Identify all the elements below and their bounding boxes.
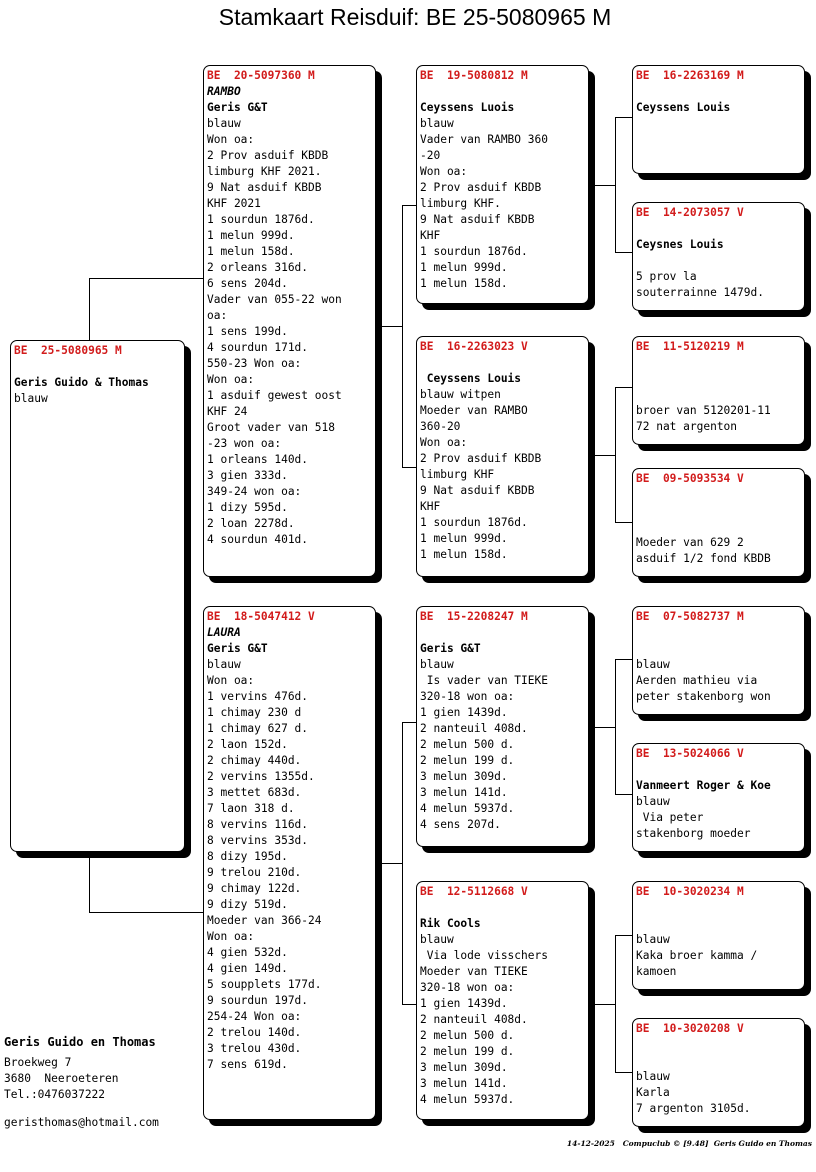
card-line: blauw xyxy=(420,933,454,946)
card-line: 9 Nat asduif KBDB xyxy=(207,181,322,194)
card-line: Vader van 055-22 won xyxy=(207,293,342,306)
card-line xyxy=(636,503,801,519)
card-line: KHF 24 xyxy=(207,405,248,418)
card-line: 1 melun 999d. xyxy=(420,261,508,274)
card-line: limburg KHF xyxy=(420,468,495,481)
card-line: LAURA xyxy=(207,626,241,639)
card-line: 2 trelou 140d. xyxy=(207,1026,302,1039)
connector-line xyxy=(615,659,616,795)
card-line: broer van 5120201-11 xyxy=(636,404,771,417)
card-line: oa: xyxy=(207,309,228,322)
card-line: 9 sourdun 197d. xyxy=(207,994,309,1007)
card-line: 4 sens 207d. xyxy=(420,818,501,831)
card-line: -20 xyxy=(420,149,441,162)
connector-line xyxy=(615,794,633,795)
card-line xyxy=(636,487,801,503)
connector-line xyxy=(615,387,633,388)
card-line: Via lode visschers xyxy=(420,949,548,962)
card-line: souterrainne 1479d. xyxy=(636,286,764,299)
card-line: Geris G&T xyxy=(207,642,268,655)
card-line: 1 melun 999d. xyxy=(420,532,508,545)
card-line: KHF xyxy=(420,500,441,513)
card-line: Vader van RAMBO 360 xyxy=(420,133,548,146)
card-line: 3 melun 141d. xyxy=(420,786,508,799)
card-line: 1 gien 1439d. xyxy=(420,706,508,719)
card-line: blauw xyxy=(207,117,241,130)
card-line xyxy=(636,371,801,387)
card-line: 4 sourdun 401d. xyxy=(207,533,309,546)
card-line: 2 vervins 1355d. xyxy=(207,770,315,783)
card-dam[interactable] xyxy=(203,606,376,1120)
card-line: 4 gien 149d. xyxy=(207,962,288,975)
card-line: blauw xyxy=(207,658,241,671)
connector-line xyxy=(615,935,633,936)
card-line: KHF 2021 xyxy=(207,197,261,210)
card-line: limburg KHF 2021. xyxy=(207,165,322,178)
card-line: 2 loan 2278d. xyxy=(207,517,295,530)
card-line: 1 sens 199d. xyxy=(207,325,288,338)
card-line: asduif 1/2 fond KBDB xyxy=(636,552,771,565)
card-line: blauw witpen xyxy=(420,388,501,401)
card-line: Moeder van 629 2 xyxy=(636,536,744,549)
card-line: 7 sens 619d. xyxy=(207,1058,288,1071)
card-line: 2 Prov asduif KBDB xyxy=(420,181,542,194)
connector-line xyxy=(615,117,616,253)
card-line: 4 gien 532d. xyxy=(207,946,288,959)
card-line: Ceyssens Luois xyxy=(420,101,515,114)
card-line: 320-18 won oa: xyxy=(420,981,515,994)
card-line: 1 orleans 140d. xyxy=(207,453,309,466)
connector-line xyxy=(615,252,633,253)
card-line xyxy=(420,84,585,100)
card-line xyxy=(636,762,801,778)
card-line: blauw xyxy=(636,658,670,671)
card-line: 3 melun 141d. xyxy=(420,1077,508,1090)
owner-city: 3680 Neeroeteren xyxy=(4,1072,119,1085)
card-line: 1 sourdun 1876d. xyxy=(207,213,315,226)
card-sire-dam-dam[interactable] xyxy=(632,468,805,577)
card-line: Moeder van TIEKE xyxy=(420,965,528,978)
footer: 14-12-2025 Compuclub © [9.48] Geris Guido en Thomas xyxy=(566,1139,812,1148)
card-sire-sire-sire[interactable] xyxy=(632,65,805,174)
connector-line xyxy=(595,1004,616,1005)
connector-line xyxy=(615,117,633,118)
card-line xyxy=(636,641,801,657)
card-line: Rik Cools xyxy=(420,917,481,930)
card-line: 3 trelou 430d. xyxy=(207,1042,302,1055)
card-line: 9 trelou 210d. xyxy=(207,866,302,879)
card-line: 9 dizy 519d. xyxy=(207,898,288,911)
card-sire-sire-dam[interactable] xyxy=(632,202,805,311)
connector-line xyxy=(615,1072,633,1073)
card-line: Geris Guido & Thomas xyxy=(14,376,149,389)
card-line: 1 melun 158d. xyxy=(420,548,508,561)
card-sire-sire[interactable] xyxy=(416,65,589,304)
connector-line xyxy=(402,722,417,723)
card-line: 2 laon 152d. xyxy=(207,738,288,751)
owner-street: Broekweg 7 xyxy=(4,1056,72,1069)
card-line: Moeder van 366-24 xyxy=(207,914,322,927)
card-line: 2 melun 500 d. xyxy=(420,738,515,751)
card-line: Geris G&T xyxy=(207,101,268,114)
card-line xyxy=(636,625,801,641)
card-line: 2 orleans 316d. xyxy=(207,261,309,274)
card-line: KHF xyxy=(420,229,441,242)
card-line: 2 nanteuil 408d. xyxy=(420,722,528,735)
card-line: 1 melun 999d. xyxy=(207,229,295,242)
card-line: Won oa: xyxy=(420,436,468,449)
card-line: blauw xyxy=(636,1070,670,1083)
card-dam-sire-sire[interactable] xyxy=(632,606,805,715)
card-line: 2 melun 199 d. xyxy=(420,754,515,767)
card-line: Kaka broer kamma / xyxy=(636,949,758,962)
ring-number: BE 16-2263169 M xyxy=(636,69,744,82)
ring-number: BE 10-3020234 M xyxy=(636,885,744,898)
card-dam-dam-sire[interactable] xyxy=(632,881,805,990)
card-line: Geris G&T xyxy=(420,642,481,655)
card-line xyxy=(420,900,585,916)
owner-name: Geris Guido en Thomas xyxy=(4,1035,156,1049)
card-line: 5 prov la xyxy=(636,270,697,283)
page-title: Stamkaart Reisduif: BE 25-5080965 M xyxy=(218,4,612,30)
card-line: 8 vervins 353d. xyxy=(207,834,309,847)
card-line: stakenborg moeder xyxy=(636,827,751,840)
card-line: 254-24 Won oa: xyxy=(207,1010,302,1023)
card-line: 72 nat argenton xyxy=(636,420,738,433)
card-line: blauw xyxy=(14,392,48,405)
card-line: 1 vervins 476d. xyxy=(207,690,309,703)
card-sire-dam-sire[interactable] xyxy=(632,336,805,445)
ring-number: BE 07-5082737 M xyxy=(636,610,744,623)
card-line: Aerden mathieu via xyxy=(636,674,758,687)
ring-number: BE 09-5093534 V xyxy=(636,472,744,485)
card-line: 4 sourdun 171d. xyxy=(207,341,309,354)
card-line: peter stakenborg won xyxy=(636,690,771,703)
card-line: 1 chimay 627 d. xyxy=(207,722,309,735)
card-line: 1 gien 1439d. xyxy=(420,997,508,1010)
card-line: 550-23 Won oa: xyxy=(207,357,302,370)
ring-number: BE 13-5024066 V xyxy=(636,747,744,760)
connector-line xyxy=(615,387,616,523)
ring-number: BE 12-5112668 V xyxy=(420,885,528,898)
card-line: 8 vervins 116d. xyxy=(207,818,309,831)
card-line: Is vader van TIEKE xyxy=(420,674,548,687)
connector-line xyxy=(89,278,204,279)
connector-line xyxy=(595,185,616,186)
connector-line xyxy=(595,455,616,456)
card-line: Karla xyxy=(636,1086,670,1099)
connector-line xyxy=(615,522,633,523)
card-dam-dam-dam[interactable] xyxy=(632,1018,805,1127)
card-line: 1 sourdun 1876d. xyxy=(420,516,528,529)
card-line xyxy=(636,253,801,269)
card-subject[interactable] xyxy=(10,340,185,852)
card-dam-sire-dam[interactable] xyxy=(632,743,805,852)
card-line: -23 won oa: xyxy=(207,437,282,450)
card-line: limburg KHF. xyxy=(420,197,501,210)
card-line xyxy=(420,355,585,371)
connector-line xyxy=(382,326,403,327)
card-line: 1 chimay 230 d xyxy=(207,706,302,719)
card-line: RAMBO xyxy=(207,85,241,98)
card-line: 3 melun 309d. xyxy=(420,770,508,783)
card-line: blauw xyxy=(420,658,454,671)
card-line xyxy=(420,625,585,641)
ring-number: BE 10-3020208 V xyxy=(636,1022,744,1035)
connector-line xyxy=(402,722,403,1005)
card-sire[interactable] xyxy=(203,65,376,577)
card-line xyxy=(636,1053,801,1069)
card-line: Groot vader van 518 xyxy=(207,421,335,434)
card-line: 2 chimay 440d. xyxy=(207,754,302,767)
ring-number: BE 14-2073057 V xyxy=(636,206,744,219)
card-line: Via peter xyxy=(636,811,704,824)
owner-email: geristhomas@hotmail.com xyxy=(4,1116,159,1129)
card-dam-sire[interactable] xyxy=(416,606,589,847)
card-line: Ceysnes Louis xyxy=(636,238,724,251)
connector-line xyxy=(595,727,616,728)
connector-line xyxy=(89,278,90,340)
card-line: 3 melun 309d. xyxy=(420,1061,508,1074)
card-line: 349-24 won oa: xyxy=(207,485,302,498)
card-line: blauw xyxy=(636,795,670,808)
card-line: 8 dizy 195d. xyxy=(207,850,288,863)
card-line xyxy=(636,387,801,403)
connector-line xyxy=(89,912,204,913)
card-line: 320-18 won oa: xyxy=(420,690,515,703)
card-line: 1 melun 158d. xyxy=(420,277,508,290)
card-line xyxy=(636,355,801,371)
card-line: kamoen xyxy=(636,965,677,978)
card-line: Vanmeert Roger & Koe xyxy=(636,779,771,792)
card-line: 2 melun 500 d. xyxy=(420,1029,515,1042)
card-line: 4 melun 5937d. xyxy=(420,802,515,815)
card-line: 7 laon 318 d. xyxy=(207,802,295,815)
ring-number: BE 25-5080965 M xyxy=(14,344,122,357)
card-line: Won oa: xyxy=(207,373,255,386)
connector-line xyxy=(402,467,417,468)
card-line: 1 dizy 595d. xyxy=(207,501,288,514)
card-line: 2 Prov asduif KBDB xyxy=(420,452,542,465)
card-line: 3 gien 333d. xyxy=(207,469,288,482)
connector-line xyxy=(382,863,403,864)
card-line xyxy=(636,1037,801,1053)
card-line: 2 nanteuil 408d. xyxy=(420,1013,528,1026)
card-line xyxy=(636,84,801,100)
connector-line xyxy=(402,1004,417,1005)
card-line: 6 sens 204d. xyxy=(207,277,288,290)
ring-number: BE 18-5047412 V xyxy=(207,610,315,623)
card-line: Ceyssens Louis xyxy=(420,372,522,385)
ring-number: BE 16-2263023 V xyxy=(420,340,528,353)
card-line xyxy=(636,519,801,535)
card-line: Moeder van RAMBO xyxy=(420,404,528,417)
card-line xyxy=(636,900,801,916)
owner-phone: Tel.:0476037222 xyxy=(4,1088,106,1101)
card-line: blauw xyxy=(636,933,670,946)
card-line xyxy=(636,916,801,932)
card-line: 360-20 xyxy=(420,420,461,433)
card-line: 1 melun 158d. xyxy=(207,245,295,258)
card-dam-dam[interactable] xyxy=(416,881,589,1120)
ring-number: BE 19-5080812 M xyxy=(420,69,528,82)
card-line xyxy=(14,359,181,375)
card-line: Won oa: xyxy=(207,674,255,687)
card-line: 1 asduif gewest oost xyxy=(207,389,342,402)
connector-line xyxy=(615,935,616,1073)
card-line: 2 melun 199 d. xyxy=(420,1045,515,1058)
card-line: 7 argenton 3105d. xyxy=(636,1102,751,1115)
ring-number: BE 20-5097360 M xyxy=(207,69,315,82)
card-line: 3 mettet 683d. xyxy=(207,786,302,799)
card-line: 9 Nat asduif KBDB xyxy=(420,484,535,497)
connector-line xyxy=(89,852,90,913)
card-line: Won oa: xyxy=(420,165,468,178)
card-line: blauw xyxy=(420,117,454,130)
card-line xyxy=(636,221,801,237)
card-line: Ceyssens Louis xyxy=(636,101,731,114)
card-line: 9 Nat asduif KBDB xyxy=(420,213,535,226)
connector-line xyxy=(402,205,417,206)
ring-number: BE 11-5120219 M xyxy=(636,340,744,353)
card-line: 1 sourdun 1876d. xyxy=(420,245,528,258)
card-line: 5 soupplets 177d. xyxy=(207,978,322,991)
card-line: 2 Prov asduif KBDB xyxy=(207,149,329,162)
card-sire-dam[interactable] xyxy=(416,336,589,577)
owner-info xyxy=(4,1034,159,1131)
card-line: Won oa: xyxy=(207,133,255,146)
card-line: 4 melun 5937d. xyxy=(420,1093,515,1106)
connector-line xyxy=(402,205,403,468)
card-line: Won oa: xyxy=(207,930,255,943)
card-line: 9 chimay 122d. xyxy=(207,882,302,895)
connector-line xyxy=(615,659,633,660)
ring-number: BE 15-2208247 M xyxy=(420,610,528,623)
